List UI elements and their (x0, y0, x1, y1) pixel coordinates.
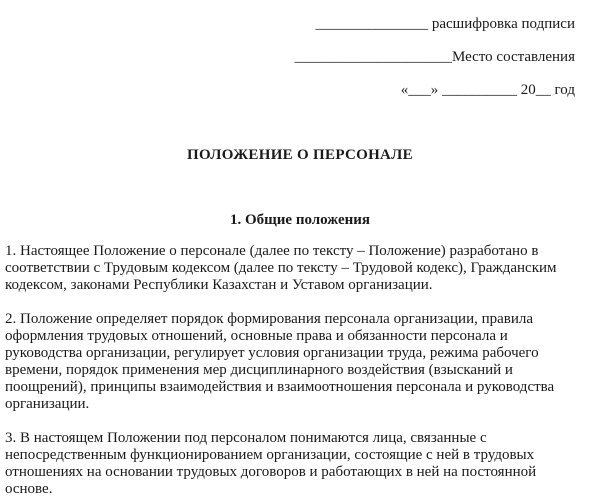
paragraph-2-line-3: руководства организации, регулирует условия организации труда, режима рабочего (5, 345, 539, 361)
paragraph-1-line-3: кодексом, законами Республики Казахстан и Уставом организации. (5, 277, 433, 293)
signature-transcript-line: _______________ расшифровка подписи (315, 16, 575, 32)
document-header-block (0, 0, 600, 99)
paragraph-3-line-1: 3. В настоящем Положении под персоналом понимаются лица, связанные с (5, 430, 487, 446)
paragraph-1-line-2: соответствии с Трудовым кодексом (далее по тексту – Трудовой кодекс), Гражданским (5, 260, 557, 276)
section-heading-general-provisions: 1. Общие положения (229, 212, 371, 228)
paragraph-1 (0, 243, 600, 294)
paragraph-3-line-4: основе. (5, 481, 53, 497)
paragraph-1-line-1: 1. Настоящее Положение о персонале (далее по тексту – Положение) разработано в (5, 243, 539, 259)
paragraph-3-line-3: отношениях на основании трудовых договоров и работающих в ней на постоянной (5, 464, 537, 480)
paragraph-2-line-1: 2. Положение определяет порядок формирования персонала организации, правила (5, 311, 534, 327)
paragraph-2-line-5: поощрений), принципы взаимодействия и взаимоотношения персонала и руководства (5, 379, 555, 395)
document-title: ПОЛОЖЕНИЕ О ПЕРСОНАЛЕ (187, 147, 413, 163)
date-line: «___» __________ 20__ год (400, 82, 575, 98)
place-of-compilation-line: _____________________Место составления (294, 49, 575, 65)
paragraph-2-line-4: времени, порядок применения мер дисциплинарного воздействия (взысканий и (5, 362, 513, 378)
paragraph-3 (0, 430, 600, 498)
paragraph-2 (0, 311, 600, 413)
paragraph-2-line-2: оформления трудовых отношений, основные права и обязанности персонала и (5, 328, 508, 344)
paragraph-2-line-6: организации. (5, 396, 90, 412)
paragraph-3-line-2: непосредственным функционированием организации, состоящие с ней в трудовых (5, 447, 535, 463)
